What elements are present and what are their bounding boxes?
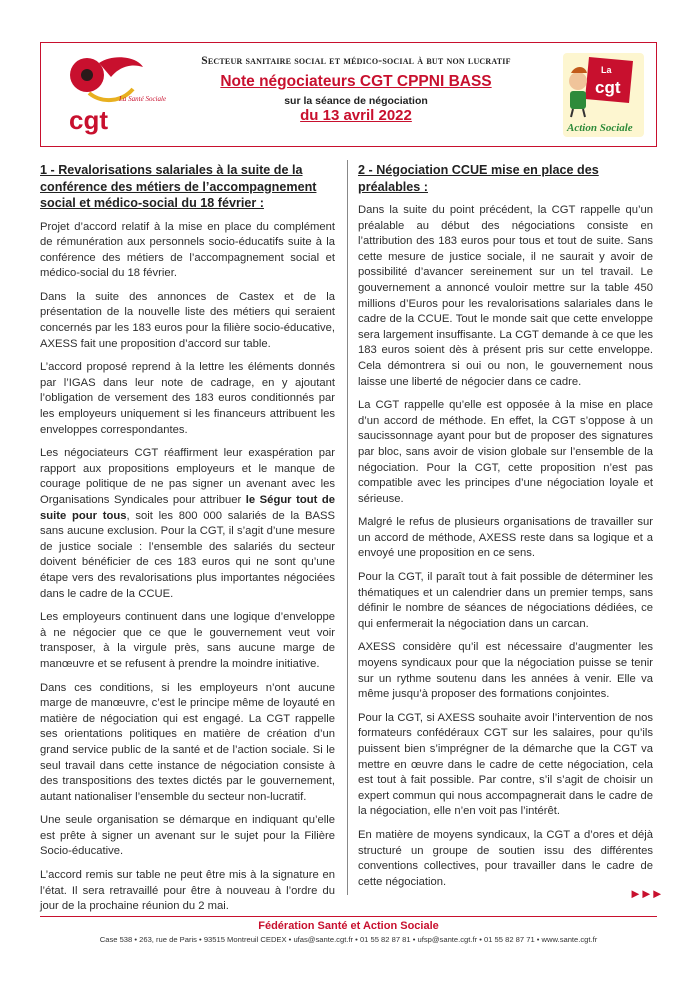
subtitle: sur la séance de négociation xyxy=(284,95,428,107)
section-2-paragraph: Pour la CGT, si AXESS souhaite avoir l’intervention de nos formateurs confédéraux CGT sur les salaires, pour qu’ils puissent bien s’imprégner de la démarche que la CGT va mettre en œuvre dans le cadre de cette négociation, cela est tout à fait possible. Par contre, s’il s’agit de choisir un expert commun qui nous accompagnerait dans le cadre de la négociation, elle n’en voit pas l’intérêt. xyxy=(358,711,653,818)
session-date: du 13 avril 2022 xyxy=(300,107,412,124)
section-1-paragraph: L’accord proposé reprend à la lettre les éléments donnés par l’IGAS dans leur note de cadrage, en y ajoutant l’obligation de versement des 183 euros conditionnés par les employeurs uniquement si les financeurs attribuent les enveloppes correspondantes. xyxy=(40,361,335,436)
svg-text:cgt: cgt xyxy=(595,78,621,97)
cgt-sante-logo xyxy=(59,49,167,137)
section-1-paragraph: L’accord remis sur table ne peut être mis à la signature en l’état. Il sera retravaillé pour être à nouveau à l’ordre du jour de la prochaine réunion du 2 mai. xyxy=(40,869,335,913)
section-2-paragraph: Pour la CGT, il paraît tout à fait possible de déterminer les thématiques et un calendrier dans un premier temps, sans définir le nombre de séances de négociations dédiées, ce qui enfermerait la négociation dans un carcan. xyxy=(358,571,653,630)
svg-text:cgt: cgt xyxy=(69,105,108,135)
section-salary-revaluations xyxy=(40,162,335,923)
section-1-paragraph xyxy=(40,446,335,602)
svg-text:La: La xyxy=(601,65,612,75)
section-1-title: 1 - Revalorisations salariales à la suite de la conférence des métiers de l’accompagnement social et médico-social du 18 février : xyxy=(40,163,317,210)
section-2-paragraph: Dans la suite du point précédent, la CGT rappelle qu’un préalable au début des négociations consiste en l’attribution des 183 euros pour tous et tout de suite. Sans cette mesure de justice sociale, il ne saurait y avoir de possibilité d’avancer sereinement sur un tel travail. Le gouvernement a annoncé vouloir mettre sur la table 450 millions d’Euros pour les revalorisations salariales dans le cadre de la CCUE. Tout le monde sait que cette enveloppe sera largement insuffisante. La CGT demande à ce que les 183 euros soient dès à présent pris sur cette enveloppe. Cela démontrera si oui ou non, le gouvernement nous laisse une liberté de négocier dans ce cadre. xyxy=(358,204,653,388)
paragraph-text: , soit les 800 000 salariés de la BASS sans aucune exclusion. Pour la CGT, il s’agit d’une mesure de justice sociale : l’ensemble des salariés du secteur doivent bénéficier de ces 183 euros qui ne sont qu’une étape vers des revalorisations plus importantes négociées dans le cadre de la CCUE. xyxy=(40,509,336,600)
continue-arrows-icon: ►►► xyxy=(629,886,662,901)
column-divider xyxy=(347,160,348,895)
section-1-paragraph: Dans la suite des annonces de Castex et de la présentation de la nouvelle liste des métiers qui seraient concernés par les 183 euros pour la filière socio-éducative, AXESS fait une proposition d’accord sur table. xyxy=(40,290,335,350)
section-1-paragraph: Les employeurs continuent dans une logique d’enveloppe à ne négocier que ce que le gouvernement veut voir transposer, à la virgule près, sans aucune marge de manœuvre et se refusent à prendre la moindre initiative. xyxy=(40,611,335,670)
bold-highlight: le Ségur tout de suite pour tous xyxy=(40,494,335,522)
cgt-action-sociale-logo xyxy=(561,51,646,139)
footer-divider xyxy=(40,916,657,917)
footer-address: Case 538 • 263, rue de Paris • 93515 Montreuil CEDEX • ufas@sante.cgt.fr • 01 55 82 87 81 • ufsp@sante.cgt.fr • 01 55 82 87 71 • www.sante.cgt.fr xyxy=(99,935,598,944)
sector-label: Secteur sanitaire social et médico-social à but non lucratif xyxy=(201,55,511,67)
header-box xyxy=(40,42,657,147)
footer-organization: Fédération Santé et Action Sociale xyxy=(258,920,439,932)
section-1-paragraph: Une seule organisation se démarque en indiquant qu’elle est prête à signer un avenant sur le sujet pour la Filière Socio-éducative. xyxy=(40,814,335,858)
svg-text:Action Sociale: Action Sociale xyxy=(567,122,633,134)
section-2-paragraph: Malgré le refus de plusieurs organisations de travailler sur un accord de méthode, AXESS reste dans sa logique et a envoyé une proposition en ce sens. xyxy=(358,516,653,560)
section-2-paragraph: AXESS considère qu’il est nécessaire d’augmenter les moyens syndicaux pour que la négociation puisse se tenir sur un rythme soutenu dans les années à venir. Elle va même jusqu’à proposer des formations conjointes. xyxy=(358,641,653,701)
section-2-paragraph: La CGT rappelle qu’elle est opposée à la mise en place d’un accord de méthode. En effet, la CGT s’oppose à un saucissonnage ayant pour but de proposer des signatures par bloc, sans avoir de vision globale sur l’ensemble de la négociation. Pour la CGT, cette proposition n’est pas compatible avec les principes d’une négociation loyale et sérieuse. xyxy=(358,399,653,505)
page-title: Note négociateurs CGT CPPNI BASS xyxy=(220,73,492,90)
section-1-paragraph: Dans ces conditions, si les employeurs n’ont aucune marge de manœuvre, c’est le principe même de loyauté en matière de négociation qui est engagé. La CGT rappelle ses orientations politiques en matière de création d’un grand service public de la santé et de l’action sociale. Si le seul travail dans cette instance de négociation consiste à des transpositions des textes dictés par le gouvernement, autant nationaliser l’ensemble du secteur non-lucratif. xyxy=(40,681,335,803)
section-2-paragraph: En matière de moyens syndicaux, la CGT a d’ores et déjà structuré un groupe de soutien issu des différentes conventions collectives, pour travailler dans le cadre de cette négociation. xyxy=(358,828,653,888)
section-1-paragraph: Projet d’accord relatif à la mise en place du complément de rémunération aux personnels socio-éducatifs suite à la conférence des métiers de l’accompagnement social et médico-social du 18 février. xyxy=(40,220,335,280)
section-ccue-negotiation xyxy=(358,162,653,898)
svg-text:La Santé Sociale: La Santé Sociale xyxy=(119,95,167,103)
section-2-title: 2 - Négociation CCUE mise en place des préalables : xyxy=(358,163,599,194)
paragraph-text: Les négociateurs CGT réaffirment leur exaspération par rapport aux propositions employeurs et le manque de courage politique de ne pas signer un avenant avec les Organisations Syndicales pour attribuer xyxy=(40,447,335,506)
